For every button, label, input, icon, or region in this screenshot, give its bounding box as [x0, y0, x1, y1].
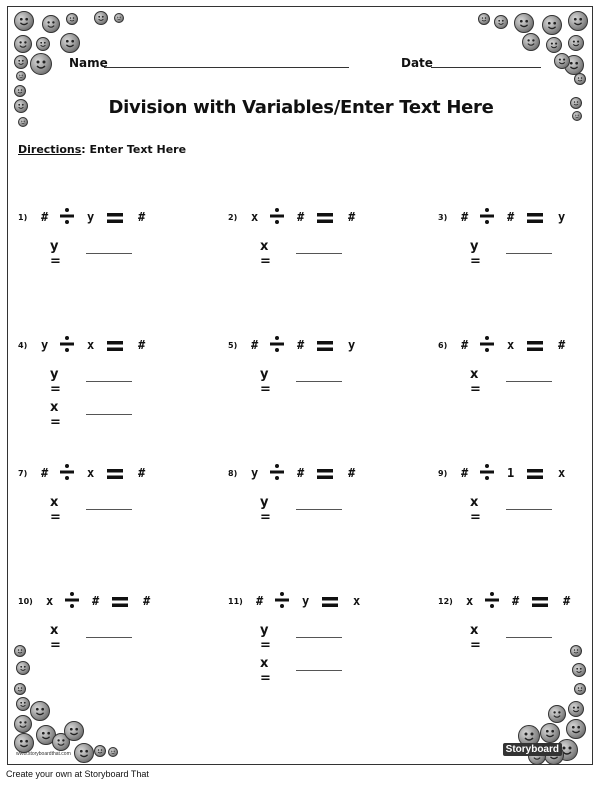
emoji-face-icon [566, 719, 586, 739]
divide-symbol [480, 207, 494, 230]
answer-label: x = [470, 623, 481, 653]
equals-symbol [107, 467, 123, 485]
problem-number: 11) [228, 597, 243, 606]
divide-symbol [270, 207, 284, 230]
equation-term: # [348, 466, 356, 480]
equals-symbol [527, 339, 543, 357]
problem-number: 1) [18, 213, 28, 222]
divide-symbol [60, 463, 74, 486]
equation-term: y [251, 466, 259, 480]
emoji-face-icon [14, 645, 26, 657]
equation-term: # [512, 594, 520, 608]
directions-label: Directions [18, 143, 82, 156]
equals-symbol [532, 595, 548, 613]
equation-term: y [87, 210, 95, 224]
equation-term: # [143, 594, 151, 608]
equation-term: 1 [507, 466, 515, 480]
emoji-face-icon [16, 71, 26, 81]
equals-icon [107, 212, 123, 224]
emoji-face-icon [554, 53, 570, 69]
divide-symbol [275, 591, 289, 614]
emoji-face-icon [94, 745, 106, 757]
emoji-face-icon [494, 15, 508, 29]
equation-term: x [353, 594, 361, 608]
equals-symbol [112, 595, 128, 613]
worksheet-page [7, 6, 593, 765]
emoji-face-icon [16, 697, 30, 711]
emoji-face-icon [572, 111, 582, 121]
equation-term: # [461, 210, 469, 224]
equation-term: # [461, 338, 469, 352]
problem-number: 7) [18, 469, 28, 478]
equation-term: # [92, 594, 100, 608]
answer-blank[interactable] [506, 509, 552, 510]
divide-icon [485, 591, 499, 609]
divide-symbol [480, 335, 494, 358]
emoji-face-icon [30, 53, 52, 75]
divide-icon [60, 335, 74, 353]
equals-symbol [107, 211, 123, 229]
equation-term: x [558, 466, 566, 480]
equals-symbol [317, 339, 333, 357]
problem-number: 3) [438, 213, 448, 222]
answer-label: y = [50, 239, 61, 269]
equation-term: # [138, 466, 146, 480]
equation-term: # [348, 210, 356, 224]
problem-number: 10) [18, 597, 33, 606]
answer-blank[interactable] [296, 381, 342, 382]
equation-term: # [461, 466, 469, 480]
emoji-face-icon [14, 55, 28, 69]
equation-term: y [558, 210, 566, 224]
equals-icon [322, 596, 338, 608]
answer-blank[interactable] [86, 637, 132, 638]
emoji-face-icon [74, 743, 94, 763]
equals-icon [107, 468, 123, 480]
divide-icon [65, 591, 79, 609]
emoji-face-icon [114, 13, 124, 23]
answer-blank[interactable] [506, 381, 552, 382]
equation-term: x [466, 594, 474, 608]
answer-blank[interactable] [86, 509, 132, 510]
equals-symbol [107, 339, 123, 357]
answer-blank[interactable] [296, 253, 342, 254]
equals-symbol [322, 595, 338, 613]
emoji-face-icon [478, 13, 490, 25]
divide-icon [480, 207, 494, 225]
emoji-face-icon [574, 683, 586, 695]
equation-term: y [348, 338, 356, 352]
equation-term: # [41, 466, 49, 480]
watermark-url: www.storyboardthat.com [16, 751, 71, 757]
emoji-face-icon [570, 645, 582, 657]
equals-icon [112, 596, 128, 608]
divide-icon [480, 463, 494, 481]
equation-term: # [297, 338, 305, 352]
equals-icon [527, 340, 543, 352]
equals-icon [317, 468, 333, 480]
answer-blank[interactable] [506, 637, 552, 638]
answer-label: y = [260, 367, 271, 397]
divide-symbol [270, 335, 284, 358]
equation-term: # [41, 210, 49, 224]
divide-icon [275, 591, 289, 609]
emoji-face-icon [14, 11, 34, 31]
emoji-face-icon [522, 33, 540, 51]
emoji-face-icon [108, 747, 118, 757]
problem-number: 12) [438, 597, 453, 606]
divide-symbol [60, 207, 74, 230]
emoji-face-icon [60, 33, 80, 53]
divide-symbol [270, 463, 284, 486]
emoji-face-icon [66, 13, 78, 25]
answer-label: y = [50, 367, 61, 397]
divide-symbol [60, 335, 74, 358]
equals-icon [317, 212, 333, 224]
emoji-face-icon [94, 11, 108, 25]
answer-label: x = [50, 495, 61, 525]
emoji-face-icon [14, 35, 32, 53]
directions [18, 143, 186, 156]
emoji-face-icon [42, 15, 60, 33]
divide-icon [60, 463, 74, 481]
answer-blank[interactable] [296, 637, 342, 638]
answer-label: x = [50, 400, 61, 430]
divide-icon [270, 463, 284, 481]
problem-number: 6) [438, 341, 448, 350]
emoji-face-icon [548, 705, 566, 723]
emoji-face-icon [546, 37, 562, 53]
emoji-face-icon [514, 13, 534, 33]
answer-label: y = [470, 239, 481, 269]
emoji-face-icon [14, 733, 34, 753]
footer-text: Create your own at Storyboard That [6, 769, 149, 779]
equation-term: x [87, 466, 95, 480]
answer-label: y = [260, 623, 271, 653]
equation-term: x [507, 338, 515, 352]
emoji-face-icon [572, 663, 586, 677]
equation-term: # [297, 210, 305, 224]
answer-blank[interactable] [86, 253, 132, 254]
equals-icon [532, 596, 548, 608]
emoji-face-icon [568, 11, 588, 31]
answer-label: x = [50, 623, 61, 653]
answer-label: x = [470, 367, 481, 397]
emoji-face-icon [568, 701, 584, 717]
directions-text: : Enter Text Here [81, 143, 187, 156]
divide-symbol [65, 591, 79, 614]
emoji-face-icon [18, 117, 28, 127]
answer-blank[interactable] [86, 381, 132, 382]
divide-icon [270, 207, 284, 225]
equals-symbol [527, 467, 543, 485]
emoji-face-icon [542, 15, 562, 35]
equals-icon [107, 340, 123, 352]
emoji-face-icon [30, 701, 50, 721]
name-line[interactable] [104, 67, 349, 68]
divide-icon [270, 335, 284, 353]
emoji-face-icon [64, 721, 84, 741]
problem-number: 9) [438, 469, 448, 478]
answer-blank[interactable] [296, 509, 342, 510]
equals-icon [527, 468, 543, 480]
equation-term: # [138, 338, 146, 352]
name-label: Name [69, 56, 108, 70]
equals-symbol [317, 211, 333, 229]
equals-icon [527, 212, 543, 224]
answer-blank[interactable] [506, 253, 552, 254]
divide-symbol [485, 591, 499, 614]
divide-symbol [480, 463, 494, 486]
emoji-face-icon [14, 85, 26, 97]
emoji-face-icon [14, 99, 28, 113]
answer-label: x = [260, 239, 271, 269]
equals-symbol [317, 467, 333, 485]
emoji-face-icon [36, 37, 50, 51]
answer-label: y = [260, 495, 271, 525]
emoji-face-icon [14, 715, 32, 733]
equation-term: # [507, 210, 515, 224]
problem-number: 4) [18, 341, 28, 350]
emoji-face-icon [574, 73, 586, 85]
problem-number: 5) [228, 341, 238, 350]
emoji-face-icon [14, 683, 26, 695]
equation-term: # [297, 466, 305, 480]
equation-term: # [558, 338, 566, 352]
divide-icon [480, 335, 494, 353]
date-label: Date [401, 56, 433, 70]
equation-term: x [251, 210, 259, 224]
problem-number: 2) [228, 213, 238, 222]
equation-term: y [41, 338, 49, 352]
answer-blank[interactable] [296, 670, 342, 671]
answer-label: x = [260, 656, 271, 686]
equation-term: # [138, 210, 146, 224]
equation-term: x [46, 594, 54, 608]
emoji-face-icon [16, 661, 30, 675]
equation-term: # [251, 338, 259, 352]
emoji-face-icon [568, 35, 584, 51]
storyboard-logo: Storyboard [503, 743, 562, 756]
problem-number: 8) [228, 469, 238, 478]
equals-icon [317, 340, 333, 352]
emoji-face-icon [570, 97, 582, 109]
equation-term: # [563, 594, 571, 608]
equation-term: y [302, 594, 310, 608]
divide-icon [60, 207, 74, 225]
date-line[interactable] [431, 67, 541, 68]
equation-term: # [256, 594, 264, 608]
equals-symbol [527, 211, 543, 229]
answer-label: x = [470, 495, 481, 525]
answer-blank[interactable] [86, 414, 132, 415]
equation-term: x [87, 338, 95, 352]
worksheet-title: Division with Variables/Enter Text Here [108, 97, 494, 118]
